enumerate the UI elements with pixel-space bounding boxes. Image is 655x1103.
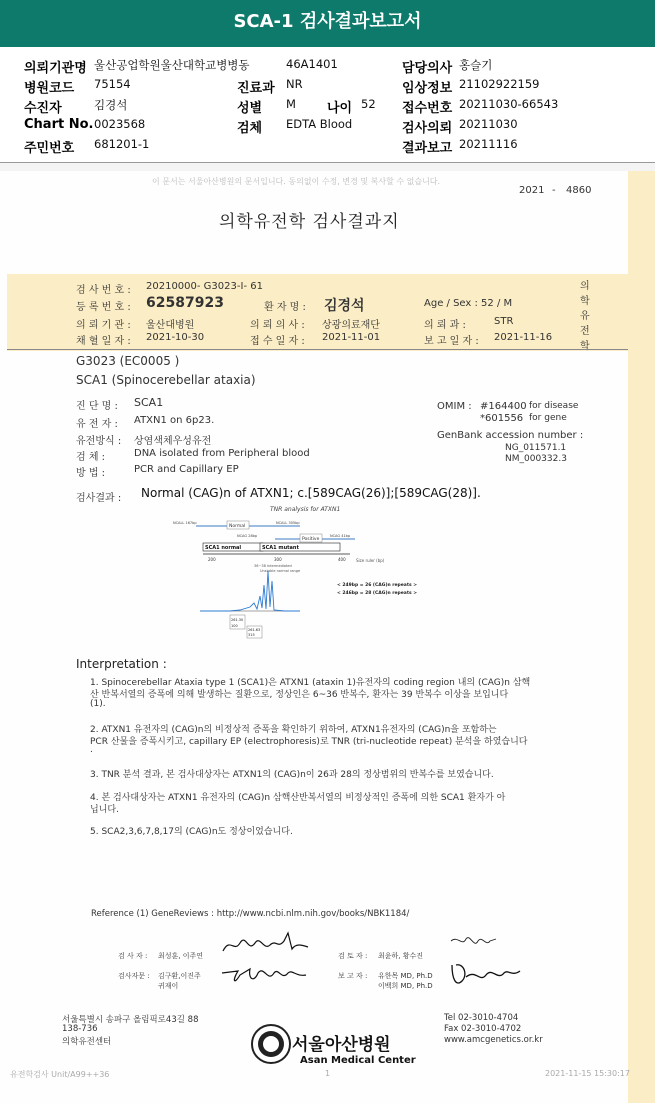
signature-tester bbox=[220, 929, 310, 959]
interp-1-line-2: 산 반복서열의 증폭에 의해 발생하는 질환으로, 정상인은 6~36 반복수, 환자는 39 반복수 이상을 보입니다 bbox=[90, 690, 509, 700]
address-line-3: 의학유전센터 bbox=[62, 1037, 112, 1047]
footer-right: 2021-11-15 15:30:17 bbox=[545, 1069, 630, 1078]
patient-info-panel bbox=[0, 47, 655, 163]
interp-2-line-2: PCR 산물을 증폭시키고, capillary EP (electrophoresis)로 TNR (tri-nucleotide repeat) 분석을 하였습니다 bbox=[90, 737, 528, 747]
scanned-report bbox=[0, 171, 655, 1103]
footer-page: 1 bbox=[325, 1069, 331, 1078]
req-dept-label: 의 뢰 과 : bbox=[424, 320, 466, 331]
request-date-value: 20211030 bbox=[459, 117, 518, 131]
scan-title: 의학유전학 검사결과지 bbox=[219, 212, 400, 232]
reg-no-value: 62587923 bbox=[146, 295, 224, 311]
interp-4-line-1: 4. 본 검사대상자는 ATXN1 유전자의 (CAG)n 삼핵산반복서열의 비정상적인 증폭에 의한 SCA1 환자가 아 bbox=[90, 793, 506, 803]
asan-seal-icon bbox=[250, 1023, 292, 1065]
reporter-value-2: 이백희 MD, Ph.D bbox=[378, 982, 433, 990]
physician-value: 홍슬기 bbox=[459, 58, 493, 72]
hospital-code-label: 병원코드 bbox=[24, 81, 75, 96]
dx-label: 진 단 명 : bbox=[76, 401, 118, 412]
hospital-code-value: 75154 bbox=[94, 77, 131, 91]
report-date-label: 결과보고 bbox=[402, 141, 453, 156]
sca1-mutant-text: SCA1 mutant bbox=[262, 545, 299, 551]
advisor-label: 검사자문 : bbox=[118, 972, 150, 980]
chart-no-label: Chart No. bbox=[24, 117, 94, 132]
ncag-label-1: NCAG 28bp bbox=[237, 534, 258, 538]
institution-value: 울산공업학원울산대학교병병동 bbox=[94, 58, 250, 72]
normal-text: Normal bbox=[229, 524, 246, 529]
tick-400: 400 bbox=[338, 557, 346, 562]
sca1-normal-text: SCA1 normal bbox=[205, 545, 242, 551]
specimen-label: 검체 bbox=[237, 121, 263, 136]
patient-name-value: 김경석 bbox=[324, 298, 365, 314]
reporter-value: 유한목 MD, Ph.D bbox=[378, 972, 433, 980]
omim-gene-no: *601556 bbox=[480, 413, 524, 424]
signature-reporter bbox=[448, 959, 523, 991]
physician-label: 담당의사 bbox=[402, 61, 453, 76]
omim-disease-text: for disease bbox=[529, 401, 579, 411]
interp-2-line-3: . bbox=[90, 745, 93, 755]
signature-verifier bbox=[448, 931, 498, 955]
section-gap bbox=[0, 163, 655, 171]
doctor-value: 상광의료재단 bbox=[322, 320, 380, 331]
tester-value: 최성훈, 이주연 bbox=[158, 952, 204, 960]
specimen-value: EDTA Blood bbox=[286, 117, 353, 131]
omim-disease-no: #164400 bbox=[480, 401, 527, 412]
signature-advisor bbox=[220, 961, 310, 989]
clinical-info-value: 21102922159 bbox=[459, 77, 540, 91]
interp-2-line-1: 2. ATXN1 유전자의 (CAG)n의 비정상적 증폭을 확인하기 위하여, ATXN1유전자의 (CAG)n을 포함하는 bbox=[90, 725, 497, 735]
test-no-label: 검 사 번 호 : bbox=[76, 285, 131, 296]
address-line-2: 138-736 bbox=[62, 1024, 98, 1034]
range-note-2: Unstable normal range bbox=[260, 569, 301, 573]
test-name: SCA1 (Spinocerebellar ataxia) bbox=[76, 373, 256, 387]
positive-text: Positive bbox=[302, 537, 320, 542]
genbank-label: GenBank accession number : bbox=[437, 430, 584, 441]
interpretation-heading: Interpretation : bbox=[76, 657, 167, 671]
interp-5: 5. SCA2,3,6,7,8,17의 (CAG)n도 정상이었습니다. bbox=[90, 827, 293, 837]
genbank-acc-1: NG_011571.1 bbox=[505, 443, 567, 453]
interp-3: 3. TNR 분석 결과, 본 검사대상자는 ATXN1의 (CAG)n이 26과 28의 정상범위의 반복수를 보였습니다. bbox=[90, 770, 494, 780]
doc-year: 2021 bbox=[519, 185, 545, 196]
institution-label: 의뢰기관명 bbox=[24, 61, 87, 76]
specimen-detail-label: 검 체 : bbox=[76, 452, 106, 463]
gender-value: M bbox=[286, 97, 296, 111]
dx-value: SCA1 bbox=[134, 396, 164, 409]
receipt-no-value: 20211030-66543 bbox=[459, 97, 559, 111]
diagram-title: TNR analysis for ATXN1 bbox=[270, 506, 341, 513]
specimen-detail-value: DNA isolated from Peripheral blood bbox=[134, 448, 310, 459]
peak-box-a-1: 261.30 bbox=[231, 618, 244, 622]
fax: Fax 02-3010-4702 bbox=[444, 1024, 522, 1034]
hospital-logo-en: Asan Medical Center bbox=[300, 1055, 416, 1066]
peak-label-1: < 249bp = 26 (CAG)n repeats > bbox=[337, 583, 418, 588]
tel: Tel 02-3010-4704 bbox=[444, 1013, 519, 1023]
inst-label: 의 뢰 기 관 : bbox=[76, 320, 131, 331]
scan-report-date-label: 보 고 일 자 : bbox=[424, 336, 479, 347]
dept-label: 진료과 bbox=[237, 81, 275, 96]
test-no-value: 20210000- G3023-I- 61 bbox=[146, 281, 263, 292]
inherit-label: 유전방식 : bbox=[76, 436, 122, 447]
omim-gene-text: for gene bbox=[529, 413, 567, 423]
doctor-label: 의 뢰 의 사 : bbox=[250, 320, 305, 331]
advisor-value-2: 귀재이 bbox=[158, 982, 179, 990]
tester-label: 검 사 자 : bbox=[118, 952, 148, 960]
collect-date-value: 2021-10-30 bbox=[146, 332, 205, 343]
doc-dash: - bbox=[552, 185, 556, 196]
ncag-label-2: NCAG 41bp bbox=[330, 534, 351, 538]
interp-1-line-1: 1. Spinocerebellar Ataxia type 1 (SCA1)은 ATXN1 (ataxin 1)유전자의 coding region 내의 (CAG)n 삼핵 bbox=[90, 678, 531, 688]
size-ruler-label: Size ruler (bp) bbox=[356, 558, 385, 563]
doc-number: 4860 bbox=[566, 185, 592, 196]
report-date-value: 20211116 bbox=[459, 137, 518, 151]
gender-label: 성별 bbox=[237, 101, 263, 116]
receive-date-value: 2021-11-01 bbox=[322, 332, 381, 343]
examinee-label: 수진자 bbox=[24, 101, 62, 116]
req-dept-value: STR bbox=[494, 316, 514, 327]
tnr-diagram bbox=[0, 171, 655, 637]
peak-box-a-2: 100 bbox=[231, 624, 238, 628]
ep-peaks bbox=[200, 571, 300, 611]
reporter-label: 보 고 자 : bbox=[338, 972, 368, 980]
test-code: G3023 (EC0005 ) bbox=[76, 354, 180, 368]
chart-no-value: 0023568 bbox=[94, 117, 146, 131]
inherit-value: 상염색체우성유전 bbox=[134, 436, 212, 447]
age-value: 52 bbox=[361, 97, 376, 111]
ncall-label-2: NCALL 305bp bbox=[276, 521, 300, 525]
report-title: SCA-1 검사결과보고서 bbox=[0, 0, 655, 47]
institution-code: 46A1401 bbox=[286, 57, 338, 71]
resident-no-value: 681201-1 bbox=[94, 137, 150, 151]
reg-no-label: 등 록 번 호 : bbox=[76, 302, 131, 313]
examinee-value: 김경석 bbox=[94, 98, 128, 112]
range-note: 36~38 intermediated bbox=[254, 564, 292, 568]
result-value: Normal (CAG)n of ATXN1; c.[589CAG(26)];[589CAG(28)]. bbox=[141, 486, 481, 500]
method-label: 방 법 : bbox=[76, 468, 106, 479]
verifier-value: 최윤하, 황수진 bbox=[378, 952, 424, 960]
tick-200: 200 bbox=[208, 557, 216, 562]
age-label: 나이 bbox=[327, 101, 353, 116]
scan-report-date-value: 2021-11-16 bbox=[494, 332, 553, 343]
advisor-value: 김구환,이진주 bbox=[158, 972, 201, 980]
genbank-acc-2: NM_000332.3 bbox=[505, 454, 567, 464]
peak-box-b-1: 261.63 bbox=[248, 628, 261, 632]
interp-4-line-2: 닙니다. bbox=[90, 805, 119, 815]
method-value: PCR and Capillary EP bbox=[134, 464, 239, 475]
ncall-label-1: NCALL 167bp bbox=[173, 521, 197, 525]
peak-label-2: < 246bp = 28 (CAG)n repeats > bbox=[337, 591, 418, 596]
peak-box-b-2: 315 bbox=[248, 633, 255, 637]
website: www.amcgenetics.or.kr bbox=[444, 1035, 543, 1045]
footer-left: 유전학검사 Unit/A99++36 bbox=[10, 1070, 110, 1079]
receipt-no-label: 접수번호 bbox=[402, 101, 453, 116]
request-date-label: 검사의뢰 bbox=[402, 121, 453, 136]
reference: Reference (1) GeneReviews : http://www.ncbi.nlm.nih.gov/books/NBK1184/ bbox=[91, 909, 410, 919]
result-label: 검사결과 : bbox=[76, 493, 122, 504]
address-line-1: 서울특별시 송파구 올림픽로43길 88 bbox=[62, 1015, 199, 1025]
age-sex-label: Age / Sex : 52 / M bbox=[424, 298, 513, 309]
tick-300: 300 bbox=[274, 557, 282, 562]
gene-label: 유 전 자 : bbox=[76, 419, 118, 430]
hospital-logo-ko: 서울아산병원 bbox=[292, 1035, 391, 1055]
interp-1-line-3: (1). bbox=[90, 699, 106, 709]
clinical-info-label: 임상정보 bbox=[402, 81, 453, 96]
dept-value: NR bbox=[286, 77, 303, 91]
side-label: 의학유전학 bbox=[580, 281, 590, 352]
patient-name-label: 환 자 명 : bbox=[264, 302, 306, 313]
omim-label: OMIM : bbox=[437, 401, 472, 412]
resident-no-label: 주민번호 bbox=[24, 141, 75, 156]
verifier-label: 검 토 자 : bbox=[338, 952, 368, 960]
inst-value: 울산대병원 bbox=[146, 320, 195, 331]
collect-date-label: 채 혈 일 자 : bbox=[76, 336, 131, 347]
watermark-text: 이 문서는 서울아산병원의 문서입니다. 동의없이 수정, 변경 및 복사할 수 없습니다. bbox=[152, 177, 441, 186]
gene-value: ATXN1 on 6p23. bbox=[134, 415, 215, 426]
receive-date-label: 접 수 일 자 : bbox=[250, 336, 305, 347]
